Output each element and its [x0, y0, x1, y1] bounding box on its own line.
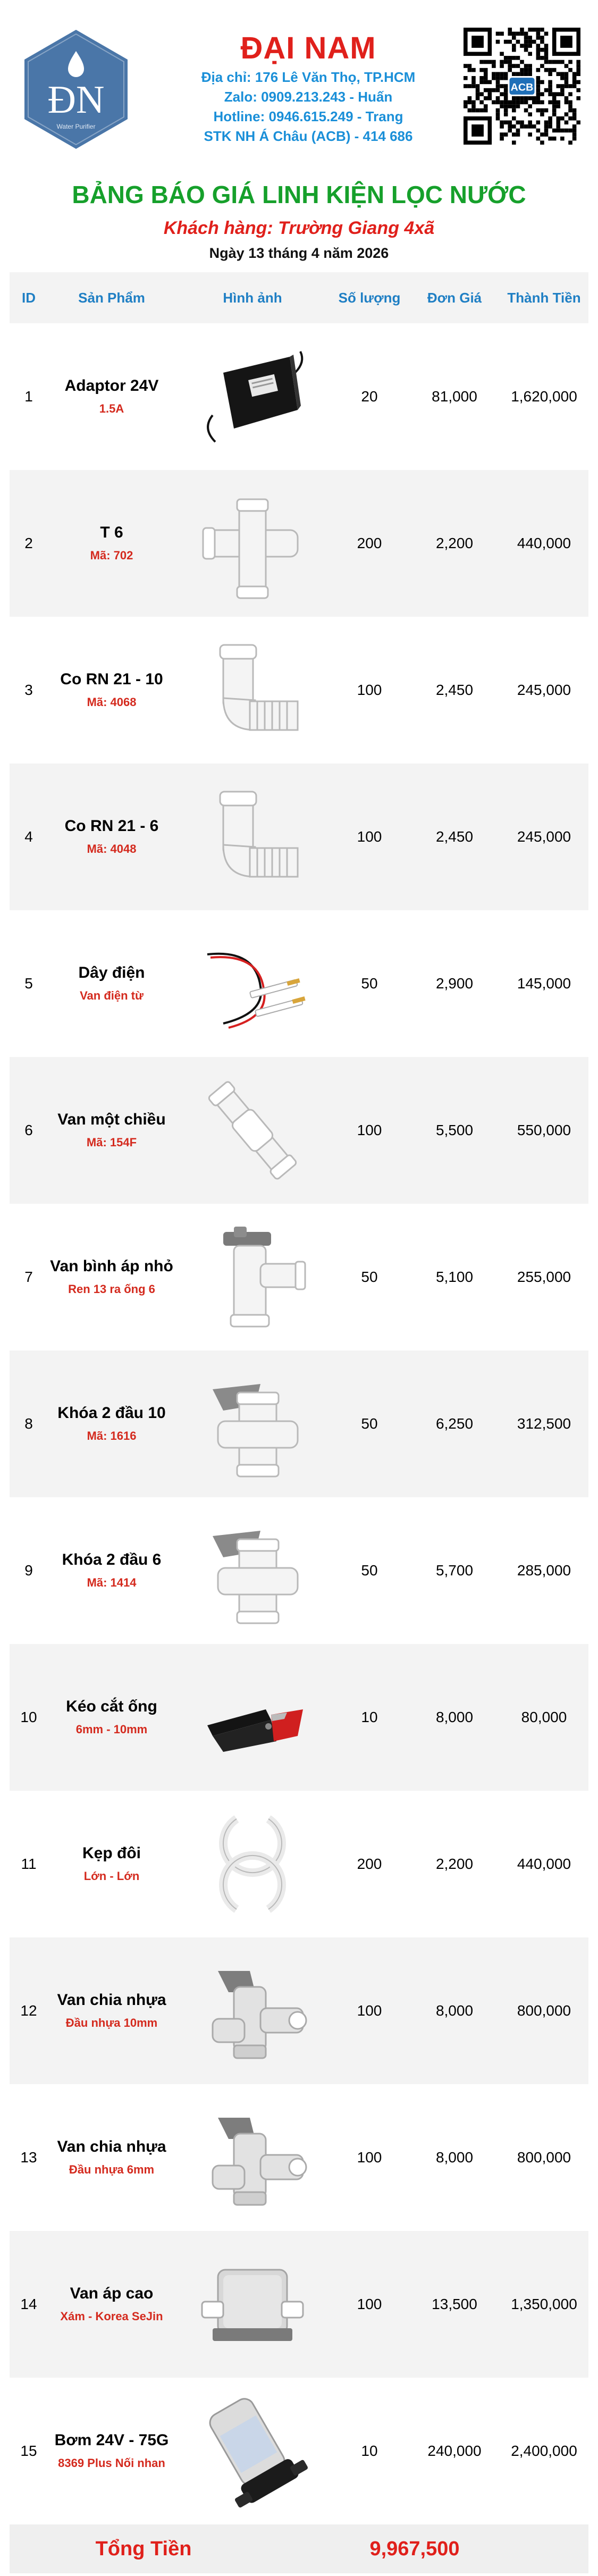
- customer-name: Khách hàng: Trường Giang 4xã: [163, 218, 435, 238]
- product-name: T 6: [100, 524, 123, 541]
- company-logo: [21, 28, 131, 151]
- row-unit-price: 2,450: [435, 682, 474, 698]
- product-name: Dây điện: [78, 964, 145, 981]
- row-id: 13: [20, 2149, 37, 2166]
- row-id: 5: [24, 975, 33, 992]
- table-row: [10, 1497, 588, 1644]
- row-image: [175, 763, 330, 910]
- row-unit-price: 2,900: [435, 975, 474, 992]
- row-id: 1: [24, 388, 33, 405]
- row-quantity: 50: [361, 1415, 378, 1432]
- company-info: [159, 29, 457, 146]
- table-row: [10, 1057, 588, 1204]
- wire-icon: [191, 922, 314, 1045]
- row-unit-price: 5,500: [435, 1122, 474, 1138]
- quote-header: [0, 0, 598, 261]
- table-row: [10, 1644, 588, 1791]
- row-product: [48, 1204, 175, 1350]
- t-fitting-icon: [191, 482, 314, 605]
- row-quantity: 50: [361, 1562, 378, 1579]
- row-product: [48, 1350, 175, 1497]
- product-code: Mã: 154F: [86, 1136, 137, 1149]
- elbow-fitting-icon: [191, 776, 314, 898]
- elbow-fitting-icon: [191, 629, 314, 751]
- product-name: Kéo cắt ống: [66, 1698, 157, 1715]
- product-code: Lớn - Lớn: [83, 1869, 140, 1883]
- row-product: [48, 1791, 175, 1937]
- row-image: [175, 470, 330, 617]
- table-body: [10, 323, 588, 2524]
- product-name: Van một chiều: [57, 1111, 166, 1128]
- row-total: 285,000: [517, 1562, 571, 1579]
- header-id: ID: [22, 290, 36, 306]
- quote-title: BẢNG BÁO GIÁ LINH KIỆN LỌC NƯỚC: [72, 181, 526, 208]
- tube-cutter-icon: [191, 1656, 314, 1778]
- row-quantity: 100: [357, 682, 382, 698]
- row-unit-price: 2,200: [435, 1856, 474, 1872]
- row-quantity: 200: [357, 1856, 382, 1872]
- logo-monogram: ĐN: [47, 78, 105, 122]
- diverter-valve-icon: [191, 2096, 314, 2219]
- company-hotline: Hotline: 0946.615.249 - Trang: [213, 108, 403, 124]
- row-id: 14: [20, 2296, 37, 2312]
- row-quantity: 10: [361, 2443, 378, 2459]
- row-id: 10: [20, 1709, 37, 1725]
- row-image: [175, 1497, 330, 1644]
- product-code: Mã: 4048: [87, 842, 137, 855]
- product-code: Mã: 4068: [87, 695, 137, 709]
- row-image: [175, 910, 330, 1057]
- row-id: 6: [24, 1122, 33, 1138]
- table-row: [10, 1937, 588, 2084]
- row-total: 1,350,000: [511, 2296, 577, 2312]
- grand-total-label: Tổng Tiền: [95, 2538, 192, 2560]
- row-id: 8: [24, 1415, 33, 1432]
- row-unit-price: 5,700: [435, 1562, 474, 1579]
- row-id: 7: [24, 1269, 33, 1285]
- row-product: [48, 617, 175, 763]
- product-code: Mã: 702: [90, 549, 133, 562]
- row-total: 550,000: [517, 1122, 571, 1138]
- row-image: [175, 1350, 330, 1497]
- header-product: Sản Phẩm: [78, 290, 145, 306]
- product-code: 6mm - 10mm: [75, 1723, 148, 1736]
- row-quantity: 20: [361, 388, 378, 405]
- row-id: 2: [24, 535, 33, 551]
- row-product: [48, 1497, 175, 1644]
- diverter-valve-icon: [191, 1950, 314, 2072]
- row-image: [175, 2231, 330, 2378]
- row-unit-price: 8,000: [435, 2002, 474, 2019]
- pressure-switch-icon: [191, 2243, 314, 2365]
- row-product: [48, 2378, 175, 2524]
- quote-date: Ngày 13 tháng 4 năm 2026: [209, 245, 389, 261]
- row-product: [48, 910, 175, 1057]
- row-total: 145,000: [517, 975, 571, 992]
- row-unit-price: 240,000: [427, 2443, 482, 2459]
- company-name: ĐẠI NAM: [240, 31, 376, 65]
- row-unit-price: 2,200: [435, 535, 474, 551]
- qr-bank-badge: ACB: [510, 81, 534, 94]
- double-clip-icon: [191, 1803, 314, 1925]
- row-quantity: 100: [357, 2002, 382, 2019]
- row-image: [175, 617, 330, 763]
- product-name: Van chia nhựa: [57, 2138, 166, 2155]
- row-quantity: 50: [361, 975, 378, 992]
- row-quantity: 50: [361, 1269, 378, 1285]
- row-unit-price: 5,100: [435, 1269, 474, 1285]
- row-total: 255,000: [517, 1269, 571, 1285]
- table-row: [10, 1204, 588, 1350]
- row-quantity: 200: [357, 535, 382, 551]
- product-code: 1.5A: [99, 402, 124, 415]
- row-total: 1,620,000: [511, 388, 577, 405]
- row-unit-price: 2,450: [435, 828, 474, 845]
- row-quantity: 100: [357, 828, 382, 845]
- row-unit-price: 8,000: [435, 2149, 474, 2166]
- row-total: 2,400,000: [511, 2443, 577, 2459]
- grand-total-value: 9,967,500: [369, 2538, 460, 2560]
- row-image: [175, 1204, 330, 1350]
- row-image: [175, 1057, 330, 1204]
- row-id: 9: [24, 1562, 33, 1579]
- row-product: [48, 2084, 175, 2231]
- table-row: [10, 2231, 588, 2378]
- row-total: 312,500: [517, 1415, 571, 1432]
- table-row: [10, 470, 588, 617]
- adaptor-icon: [191, 335, 314, 458]
- product-name: Van chia nhựa: [57, 1991, 166, 2009]
- product-name: Kẹp đôi: [82, 1844, 141, 1862]
- ball-valve-icon: [191, 1509, 314, 1632]
- row-unit-price: 13,500: [432, 2296, 477, 2312]
- company-bank-account: STK NH Á Châu (ACB) - 414 686: [204, 128, 413, 144]
- qr-code: [464, 28, 580, 145]
- row-id: 12: [20, 2002, 37, 2019]
- product-code: Mã: 1414: [87, 1576, 137, 1589]
- header-total: Thành Tiền: [507, 290, 581, 306]
- grand-total-row: [10, 2524, 588, 2573]
- row-total: 800,000: [517, 2149, 571, 2166]
- product-name: Bơm 24V - 75G: [54, 2431, 169, 2449]
- row-total: 800,000: [517, 2002, 571, 2019]
- product-name: Khóa 2 đầu 10: [57, 1404, 166, 1422]
- table-row: [10, 323, 588, 470]
- row-product: [48, 763, 175, 910]
- product-name: Khóa 2 đầu 6: [62, 1551, 162, 1568]
- row-product: [48, 1644, 175, 1791]
- product-code: Van điện từ: [80, 989, 144, 1002]
- row-product: [48, 1057, 175, 1204]
- product-code: Đầu nhựa 10mm: [65, 2016, 158, 2029]
- row-unit-price: 81,000: [432, 388, 477, 405]
- product-code: Xám - Korea SeJin: [60, 2310, 163, 2323]
- logo-subtitle: Water Purifier: [56, 123, 96, 130]
- row-total: 440,000: [517, 535, 571, 551]
- table-row: [10, 2378, 588, 2524]
- product-name: Van áp cao: [70, 2285, 154, 2302]
- product-code: Ren 13 ra ống 6: [68, 1282, 155, 1296]
- row-total: 80,000: [521, 1709, 567, 1725]
- table-row: [10, 617, 588, 763]
- check-valve-icon: [191, 1069, 314, 1191]
- product-name: Adaptor 24V: [64, 377, 159, 395]
- table-row: [10, 763, 588, 910]
- row-id: 4: [24, 828, 33, 845]
- row-quantity: 100: [357, 2296, 382, 2312]
- table-row: [10, 1791, 588, 1937]
- row-product: [48, 470, 175, 617]
- row-id: 3: [24, 682, 33, 698]
- row-image: [175, 1644, 330, 1791]
- product-code: Mã: 1616: [87, 1429, 137, 1442]
- row-image: [175, 323, 330, 470]
- row-total: 245,000: [517, 828, 571, 845]
- tank-valve-icon: [191, 1216, 314, 1338]
- table-header: [10, 272, 588, 323]
- row-quantity: 100: [357, 2149, 382, 2166]
- header-unit-price: Đơn Giá: [427, 290, 482, 306]
- table-row: [10, 910, 588, 1057]
- header-image: Hình ảnh: [223, 290, 282, 306]
- table-row: [10, 2084, 588, 2231]
- row-product: [48, 2231, 175, 2378]
- row-total: 440,000: [517, 1856, 571, 1872]
- header-quantity: Số lượng: [338, 290, 401, 306]
- row-id: 15: [20, 2443, 37, 2459]
- row-product: [48, 1937, 175, 2084]
- table-row: [10, 1350, 588, 1497]
- product-code: Đầu nhựa 6mm: [69, 2163, 155, 2176]
- product-name: Van bình áp nhỏ: [50, 1257, 173, 1275]
- company-zalo: Zalo: 0909.213.243 - Huấn: [224, 89, 393, 105]
- row-quantity: 100: [357, 1122, 382, 1138]
- product-code: 8369 Plus Nối nhan: [58, 2456, 165, 2470]
- ball-valve-icon: [191, 1363, 314, 1485]
- company-address: Địa chỉ: 176 Lê Văn Thọ, TP.HCM: [201, 69, 416, 85]
- pump-icon: [191, 2390, 314, 2512]
- row-total: 245,000: [517, 682, 571, 698]
- row-product: [48, 323, 175, 470]
- row-quantity: 10: [361, 1709, 378, 1725]
- row-image: [175, 1791, 330, 1937]
- product-name: Co RN 21 - 6: [64, 817, 159, 835]
- row-id: 11: [21, 1856, 37, 1872]
- row-unit-price: 8,000: [435, 1709, 474, 1725]
- row-image: [175, 2084, 330, 2231]
- product-name: Co RN 21 - 10: [60, 670, 163, 688]
- row-unit-price: 6,250: [435, 1415, 474, 1432]
- row-image: [175, 2378, 330, 2524]
- row-image: [175, 1937, 330, 2084]
